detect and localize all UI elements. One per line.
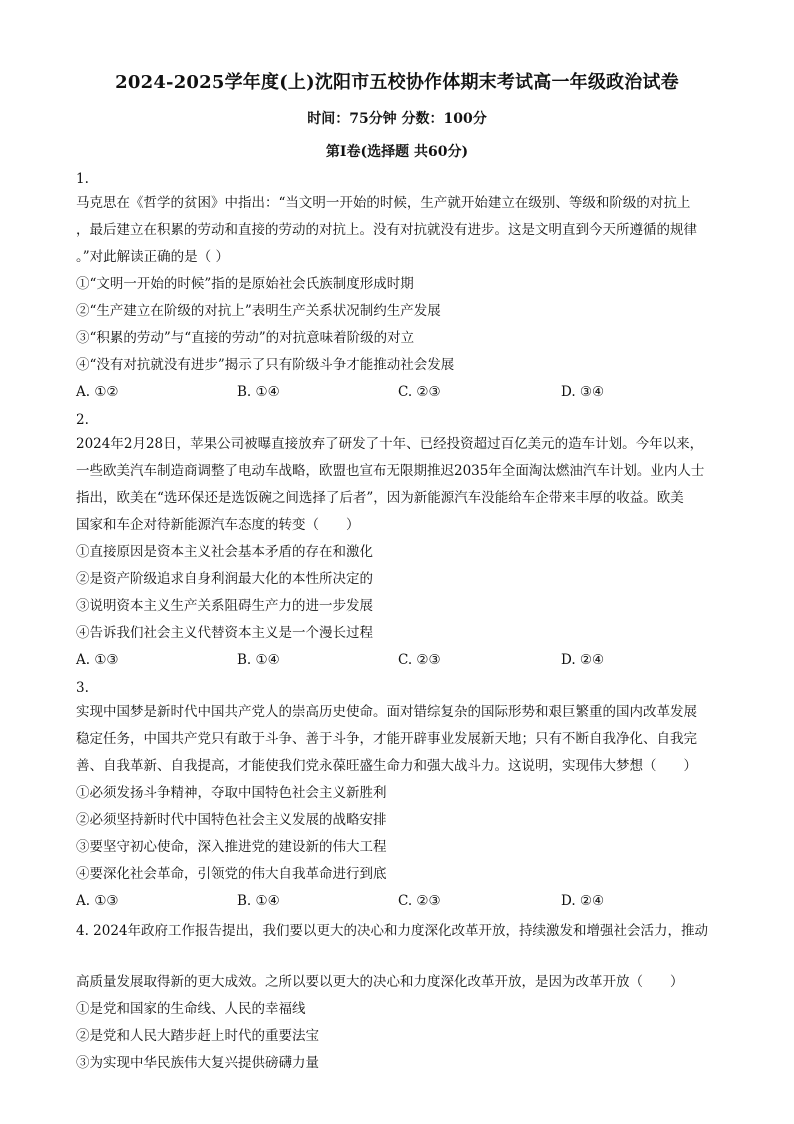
question-stem-line: 4. 2024年政府工作报告提出，我们要以更大的决心和力度深化改革开放，持续激发和增强社会活力，推动 — [76, 923, 709, 939]
option-statement: ②是资产阶级追求自身利润最大化的本性所决定的 — [76, 571, 373, 587]
exam-title: 2024-2025学年度(上)沈阳市五校协作体期末考试高一年级政治试卷 — [115, 72, 679, 93]
question-number: 2. — [76, 412, 89, 428]
option-statement: ②必须坚持新时代中国特色社会主义发展的战略安排 — [76, 812, 387, 828]
choice-a[interactable]: A. ①③ — [76, 652, 119, 668]
question-stem-line: ，最后建立在积累的劳动和直接的劳动的对抗上。没有对抗就没有进步。这是文明直到今天所遵循的规律 — [76, 222, 697, 238]
question-stem-line: 指出，欧美在“选环保还是选饭碗之间选择了后者”，因为新能源汽车没能给车企带来丰厚的收益。欧美 — [76, 490, 684, 506]
answer-choices — [76, 888, 726, 915]
choice-b[interactable]: B. ①④ — [237, 652, 280, 668]
option-statement: ②“生产建立在阶级的对抗上”表明生产关系状况制约生产发展 — [76, 303, 441, 319]
option-statement: ④“没有对抗就没有进步”揭示了只有阶级斗争才能推动社会发展 — [76, 357, 455, 373]
question-stem-line: 高质量发展取得新的更大成效。之所以要以更大的决心和力度深化改革开放，是因为改革开放（ ） — [76, 974, 684, 990]
question-4 — [76, 918, 726, 1077]
question-2 — [76, 409, 726, 674]
choice-d[interactable]: D. ③④ — [561, 384, 605, 400]
question-stem-line: 国家和车企对待新能源汽车态度的转变（ ） — [76, 517, 360, 533]
option-statement: ④告诉我们社会主义代替资本主义是一个漫长过程 — [76, 625, 373, 641]
answer-choices — [76, 647, 726, 674]
option-statement: ④要深化社会革命，引领党的伟大自我革命进行到底 — [76, 866, 387, 882]
choice-d[interactable]: D. ②④ — [561, 652, 605, 668]
choice-a[interactable]: A. ①③ — [76, 893, 119, 909]
option-statement: ①必须发扬斗争精神，夺取中国特色社会主义新胜利 — [76, 785, 387, 801]
question-1 — [76, 168, 726, 406]
question-stem-line: 稳定任务，中国共产党只有敢于斗争、善于斗争，才能开辟事业发展新天地；只有不断自我净化、自我完 — [76, 731, 697, 747]
question-stem-line: 2024年2月28日，苹果公司被曝直接放弃了研发了十年、已经投资超过百亿美元的造车计划。今年以来， — [76, 436, 704, 452]
option-statement: ①“文明一开始的时候”指的是原始社会氏族制度形成时期 — [76, 276, 414, 292]
question-stem-line: 。”对此解读正确的是（ ） — [76, 249, 229, 265]
option-statement: ③“积累的劳动”与“直接的劳动”的对抗意味着阶级的对立 — [76, 330, 415, 346]
question-stem-line: 实现中国梦是新时代中国共产党人的崇高历史使命。面对错综复杂的国际形势和艰巨繁重的国内改革发展 — [76, 704, 697, 720]
answer-choices — [76, 379, 726, 406]
time-score-line: 时间：75分钟 分数：100分 — [307, 111, 487, 127]
question-number: 3. — [76, 680, 89, 696]
choice-c[interactable]: C. ②③ — [398, 893, 441, 909]
option-statement: ③说明资本主义生产关系阻碍生产力的进一步发展 — [76, 598, 373, 614]
section-heading: 第Ⅰ卷(选择题 共60分) — [325, 144, 469, 160]
option-statement: ①是党和国家的生命线、人民的幸福线 — [76, 1001, 306, 1017]
choice-b[interactable]: B. ①④ — [237, 384, 280, 400]
question-stem-line: 善、自我革新、自我提高，才能使我们党永葆旺盛生命力和强大战斗力。这说明，实现伟大梦想（ ） — [76, 758, 697, 774]
option-statement: ②是党和人民大踏步赶上时代的重要法宝 — [76, 1028, 319, 1044]
choice-d[interactable]: D. ②④ — [561, 893, 605, 909]
choice-a[interactable]: A. ①② — [76, 384, 119, 400]
question-stem-line: 一些欧美汽车制造商调整了电动车战略，欧盟也宣布无限期推迟2035年全面淘汰燃油汽车计划。业内人士 — [76, 463, 705, 479]
question-3 — [76, 677, 726, 915]
choice-b[interactable]: B. ①④ — [237, 893, 280, 909]
choice-c[interactable]: C. ②③ — [398, 652, 441, 668]
blank-gap — [76, 945, 726, 969]
option-statement: ①直接原因是资本主义社会基本矛盾的存在和激化 — [76, 544, 373, 560]
option-statement: ③要坚守初心使命，深入推进党的建设新的伟大工程 — [76, 839, 387, 855]
option-statement: ③为实现中华民族伟大复兴提供磅礴力量 — [76, 1055, 319, 1071]
choice-c[interactable]: C. ②③ — [398, 384, 441, 400]
question-stem-line: 马克思在《哲学的贫困》中指出：“当文明一开始的时候，生产就开始建立在级别、等级和阶级的对抗上 — [76, 195, 691, 211]
question-number: 1. — [76, 171, 89, 187]
